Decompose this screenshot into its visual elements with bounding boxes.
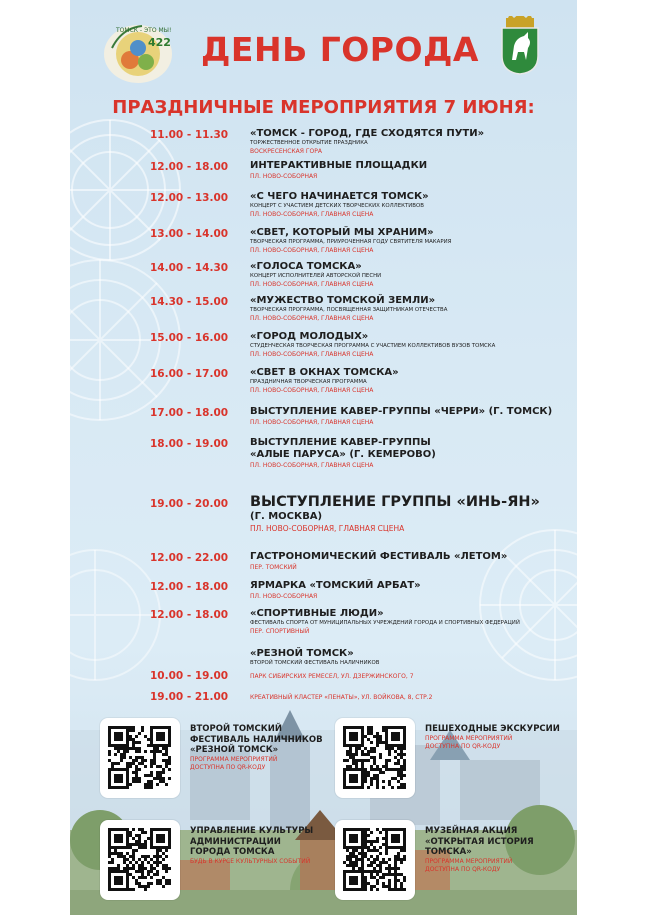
event-title: «МУЖЕСТВО ТОМСКОЙ ЗЕМЛИ» bbox=[250, 295, 436, 306]
event-title: «С ЧЕГО НАЧИНАЕТСЯ ТОМСК» bbox=[250, 191, 429, 202]
qr-label: ФЕСТИВАЛЬ НАЛИЧНИКОВ bbox=[190, 734, 323, 745]
event-place: ПЛ. НОВО-СОБОРНАЯ, ГЛАВНАЯ СЦЕНА bbox=[250, 524, 405, 533]
event-title: ВЫСТУПЛЕНИЕ ГРУППЫ «ИНЬ-ЯН» bbox=[250, 494, 540, 510]
qr-label: АДМИНИСТРАЦИИ bbox=[190, 836, 281, 847]
event-time: 14.00 - 14.30 bbox=[150, 262, 229, 274]
qr-label: МУЗЕЙНАЯ АКЦИЯ bbox=[425, 826, 518, 836]
qr-label: УПРАВЛЕНИЕ КУЛЬТУРЫ bbox=[190, 826, 314, 836]
event-time: 17.00 - 18.00 bbox=[150, 407, 229, 419]
qr-note: ПРОГРАММА МЕРОПРИЯТИЙ bbox=[425, 734, 513, 742]
event-title: «СВЕТ, КОТОРЫЙ МЫ ХРАНИМ» bbox=[250, 227, 434, 238]
event-time: 18.00 - 19.00 bbox=[150, 438, 229, 450]
event-place: ПЛ. НОВО-СОБОРНАЯ, ГЛАВНАЯ СЦЕНА bbox=[250, 247, 374, 254]
event-time: 11.00 - 11.30 bbox=[150, 129, 229, 141]
event-title: ВЫСТУПЛЕНИЕ КАВЕР-ГРУППЫ «ЧЕРРИ» (Г. ТОМСК) bbox=[250, 406, 553, 417]
event-title: ВЫСТУПЛЕНИЕ КАВЕР-ГРУППЫ bbox=[250, 437, 431, 448]
event-description: ТВОРЧЕСКАЯ ПРОГРАММА, ПРИУРОЧЕННАЯ ГОДУ СВЯТИТЕЛЯ МАКАРИЯ bbox=[250, 239, 452, 245]
header bbox=[70, 0, 577, 118]
qr-label: «ОТКРЫТАЯ ИСТОРИЯ bbox=[425, 836, 534, 847]
city-anniversary-logo bbox=[102, 18, 174, 84]
event-place: ПЛ. НОВО-СОБОРНАЯ, ГЛАВНАЯ СЦЕНА bbox=[250, 387, 374, 394]
event-description: КОНЦЕРТ С УЧАСТИЕМ ДЕТСКИХ ТВОРЧЕСКИХ КОЛЛЕКТИВОВ bbox=[250, 203, 424, 209]
event-title: «ГОРОД МОЛОДЫХ» bbox=[250, 331, 369, 342]
page-title: ДЕНЬ ГОРОДА bbox=[201, 30, 479, 69]
qr-label: ТОМСКА» bbox=[425, 847, 472, 857]
reznoy-place-2: КРЕАТИВНЫЙ КЛАСТЕР «ПЕНАТЫ», УЛ. ВОЙКОВА, 8, СТР.2 bbox=[250, 694, 433, 701]
page-subtitle: ПРАЗДНИЧНЫЕ МЕРОПРИЯТИЯ 7 ИЮНЯ: bbox=[112, 97, 535, 118]
event-description: ПРАЗДНИЧНАЯ ТВОРЧЕСКАЯ ПРОГРАММА bbox=[250, 379, 367, 385]
qr-note: ПРОГРАММА МЕРОПРИЯТИЙ bbox=[190, 755, 278, 763]
event-title: «ГОЛОСА ТОМСКА» bbox=[250, 261, 362, 272]
event-time: 16.00 - 17.00 bbox=[150, 368, 229, 380]
event-place: ПЛ. НОВО-СОБОРНАЯ, ГЛАВНАЯ СЦЕНА bbox=[250, 315, 374, 322]
event-time: 12.00 - 22.00 bbox=[150, 552, 229, 564]
event-title-line2: (Г. МОСКВА) bbox=[250, 511, 323, 522]
event-time: 12.00 - 18.00 bbox=[150, 161, 229, 173]
event-time: 13.00 - 14.00 bbox=[150, 228, 229, 240]
event-title-line2: «АЛЫЕ ПАРУСА» (Г. КЕМЕРОВО) bbox=[250, 449, 436, 460]
qr-code-icon[interactable] bbox=[335, 820, 415, 900]
qr-label: ВТОРОЙ ТОМСКИЙ bbox=[190, 724, 282, 734]
qr-note: ДОСТУПНА ПО QR-КОДУ bbox=[425, 865, 501, 873]
reznoy-time-2: 19.00 - 21.00 bbox=[150, 691, 229, 703]
event-title: «ТОМСК - ГОРОД, ГДЕ СХОДЯТСЯ ПУТИ» bbox=[250, 128, 485, 139]
event-place: ПЛ. НОВО-СОБОРНАЯ, ГЛАВНАЯ СЦЕНА bbox=[250, 281, 374, 288]
event-time: 15.00 - 16.00 bbox=[150, 332, 229, 344]
qr-note: ПРОГРАММА МЕРОПРИЯТИЙ bbox=[425, 857, 513, 865]
event-place: ПЛ. НОВО-СОБОРНАЯ, ГЛАВНАЯ СЦЕНА bbox=[250, 419, 374, 426]
event-title: ЯРМАРКА «ТОМСКИЙ АРБАТ» bbox=[250, 580, 421, 591]
qr-code-icon[interactable] bbox=[335, 718, 415, 798]
qr-note: ДОСТУПНА ПО QR-КОДУ bbox=[425, 742, 501, 750]
event-description: КОНЦЕРТ ИСПОЛНИТЕЛЕЙ АВТОРСКОЙ ПЕСНИ bbox=[250, 273, 382, 279]
event-title: ГАСТРОНОМИЧЕСКИЙ ФЕСТИВАЛЬ «ЛЕТОМ» bbox=[250, 551, 508, 562]
event-time: 19.00 - 20.00 bbox=[150, 498, 229, 510]
poster bbox=[70, 0, 577, 915]
qr-code-icon[interactable] bbox=[100, 718, 180, 798]
event-time: 12.00 - 18.00 bbox=[150, 609, 229, 621]
event-place: ПЛ. НОВО-СОБОРНАЯ bbox=[250, 173, 318, 180]
reznoy-desc: ВТОРОЙ ТОМСКИЙ ФЕСТИВАЛЬ НАЛИЧНИКОВ bbox=[250, 660, 380, 666]
reznoy-place-1: ПАРК СИБИРСКИХ РЕМЕСЕЛ, УЛ. ДЗЕРЖИНСКОГО, 7 bbox=[250, 673, 414, 680]
svg-text:ТОМСК - ЭТО МЫ!: ТОМСК - ЭТО МЫ! bbox=[116, 27, 172, 34]
qr-note: ДОСТУПНА ПО QR-КОДУ bbox=[190, 763, 266, 771]
event-place: ПЛ. НОВО-СОБОРНАЯ, ГЛАВНАЯ СЦЕНА bbox=[250, 462, 374, 469]
event-description: СТУДЕНЧЕСКАЯ ТВОРЧЕСКАЯ ПРОГРАММА С УЧАСТИЕМ КОЛЛЕКТИВОВ ВУЗОВ ТОМСКА bbox=[250, 343, 496, 349]
event-place: ПЛ. НОВО-СОБОРНАЯ, ГЛАВНАЯ СЦЕНА bbox=[250, 211, 374, 218]
reznoy-title: «РЕЗНОЙ ТОМСК» bbox=[250, 648, 354, 659]
event-title: «СВЕТ В ОКНАХ ТОМСКА» bbox=[250, 367, 399, 378]
qr-label: «РЕЗНОЙ ТОМСК» bbox=[190, 745, 279, 755]
event-place: ПЕР. СПОРТИВНЫЙ bbox=[250, 628, 310, 635]
event-time: 12.00 - 18.00 bbox=[150, 581, 229, 593]
coat-of-arms-icon bbox=[498, 16, 542, 76]
event-time: 14.30 - 15.00 bbox=[150, 296, 229, 308]
event-title: «СПОРТИВНЫЕ ЛЮДИ» bbox=[250, 608, 384, 619]
event-place: ПЛ. НОВО-СОБОРНАЯ, ГЛАВНАЯ СЦЕНА bbox=[250, 351, 374, 358]
event-description: ТВОРЧЕСКАЯ ПРОГРАММА, ПОСВЯЩЕННАЯ ЗАЩИТНИКАМ ОТЕЧЕСТВА bbox=[250, 307, 448, 313]
qr-code-icon[interactable] bbox=[100, 820, 180, 900]
event-time: 12.00 - 13.00 bbox=[150, 192, 229, 204]
qr-note: БУДЬ В КУРСЕ КУЛЬТУРНЫХ СОБЫТИЙ bbox=[190, 857, 311, 865]
event-description: ТОРЖЕСТВЕННОЕ ОТКРЫТИЕ ПРАЗДНИКА bbox=[250, 140, 368, 146]
qr-label: ПЕШЕХОДНЫЕ ЭКСКУРСИИ bbox=[425, 724, 560, 734]
reznoy-time-1: 10.00 - 19.00 bbox=[150, 670, 229, 682]
qr-label: ГОРОДА ТОМСКА bbox=[190, 847, 275, 857]
event-description: ФЕСТИВАЛЬ СПОРТА ОТ МУНИЦИПАЛЬНЫХ УЧРЕЖДЕНИЙ ГОРОДА И СПОРТИВНЫХ ФЕДЕРАЦИЙ bbox=[250, 620, 520, 626]
event-title: ИНТЕРАКТИВНЫЕ ПЛОЩАДКИ bbox=[250, 160, 428, 171]
event-place: ПЛ. НОВО-СОБОРНАЯ bbox=[250, 593, 318, 600]
svg-text:422: 422 bbox=[148, 36, 171, 49]
event-place: ПЕР. ТОМСКИЙ bbox=[250, 564, 297, 571]
event-place: ВОСКРЕСЕНСКАЯ ГОРА bbox=[250, 148, 322, 155]
